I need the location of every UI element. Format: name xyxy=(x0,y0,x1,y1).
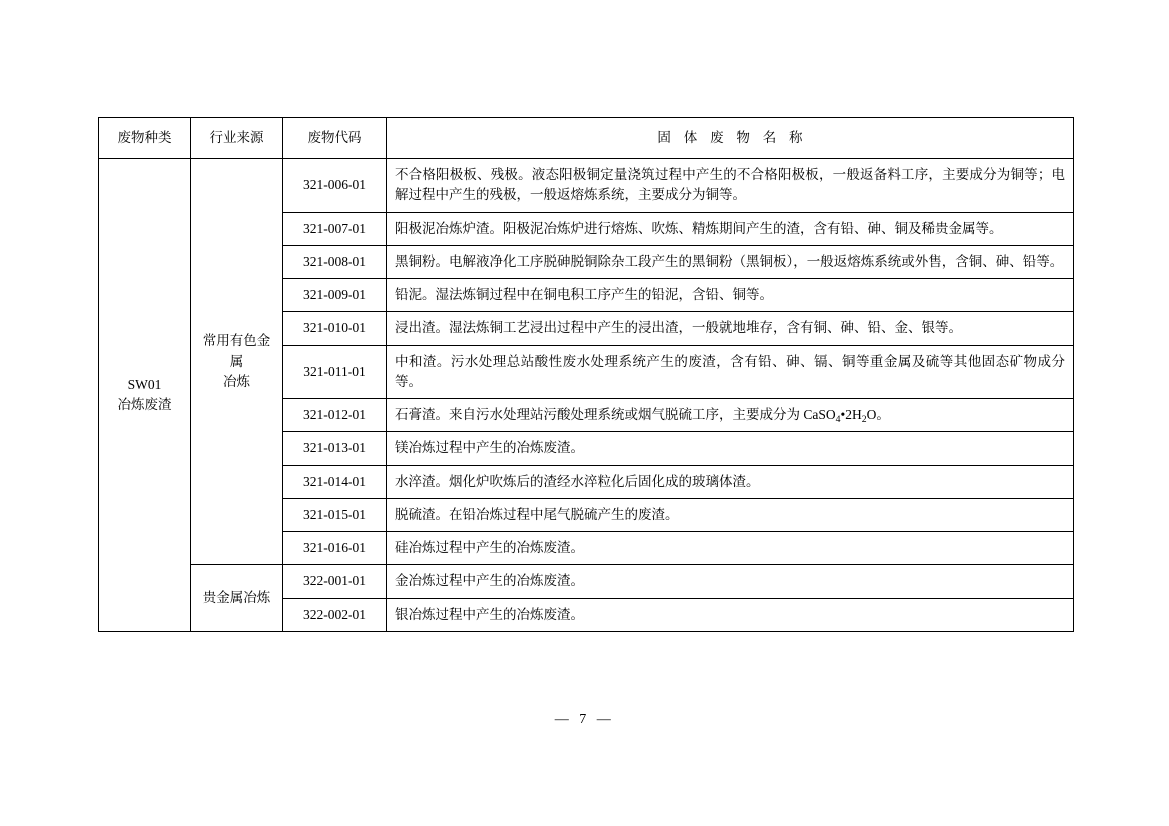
page-number: — 7 — xyxy=(554,712,615,727)
cell-waste-code: 321-009-01 xyxy=(283,279,387,312)
cell-waste-kind xyxy=(99,159,191,632)
cell-waste-code: 321-016-01 xyxy=(283,532,387,565)
table-row xyxy=(99,565,1074,598)
cell-waste-name: 水淬渣。烟化炉吹炼后的渣经水淬粒化后固化成的玻璃体渣。 xyxy=(387,465,1074,498)
cell-waste-code: 321-011-01 xyxy=(283,345,387,399)
cell-waste-code: 321-014-01 xyxy=(283,465,387,498)
cell-waste-code: 322-001-01 xyxy=(283,565,387,598)
table-body xyxy=(99,159,1074,632)
cell-waste-name: 铅泥。湿法炼铜过程中在铜电积工序产生的铅泥，含铅、铜等。 xyxy=(387,279,1074,312)
cell-waste-code: 321-008-01 xyxy=(283,245,387,278)
column-header-industry-source: 行业来源 xyxy=(191,118,283,159)
cell-waste-name: 阳极泥冶炼炉渣。阳极泥冶炼炉进行熔炼、吹炼、精炼期间产生的渣，含有铅、砷、铜及稀贵金属等。 xyxy=(387,212,1074,245)
cell-waste-name: 脱硫渣。在铅冶炼过程中尾气脱硫产生的废渣。 xyxy=(387,498,1074,531)
cell-industry-source xyxy=(191,159,283,565)
industry-source-line1: 常用有色金属 xyxy=(202,333,271,369)
cell-waste-code: 321-007-01 xyxy=(283,212,387,245)
table-header xyxy=(99,118,1074,159)
waste-kind-label: 冶炼废渣 xyxy=(117,396,172,412)
column-header-waste-kind: 废物种类 xyxy=(99,118,191,159)
solid-waste-catalog-table xyxy=(98,117,1074,632)
cell-waste-name: 镁冶炼过程中产生的冶炼废渣。 xyxy=(387,432,1074,465)
cell-waste-code: 321-012-01 xyxy=(283,399,387,432)
cell-waste-name: 硅冶炼过程中产生的冶炼废渣。 xyxy=(387,532,1074,565)
cell-waste-name: 银冶炼过程中产生的冶炼废渣。 xyxy=(387,598,1074,631)
cell-waste-name: 中和渣。污水处理总站酸性废水处理系统产生的废渣，含有铅、砷、镉、铜等重金属及硫等其他固态矿物成分等。 xyxy=(387,345,1074,399)
cell-waste-code: 322-002-01 xyxy=(283,598,387,631)
industry-source-line2: 冶炼 xyxy=(223,373,250,389)
cell-waste-code: 321-006-01 xyxy=(283,159,387,213)
cell-waste-name: 石膏渣。来自污水处理站污酸处理系统或烟气脱硫工序，主要成分为 $CaSO_4•2H_2O$。 xyxy=(387,399,1074,432)
cell-waste-name: 不合格阳极板、残极。液态阳极铜定量浇筑过程中产生的不合格阳极板，一般返备料工序，主要成分为铜等；电解过程中产生的残极，一般返熔炼系统，主要成分为铜等。 xyxy=(387,159,1074,213)
cell-waste-code: 321-013-01 xyxy=(283,432,387,465)
column-header-waste-code: 废物代码 xyxy=(283,118,387,159)
cell-industry-source: 贵金属冶炼 xyxy=(191,565,283,632)
cell-waste-name: 浸出渣。湿法炼铜工艺浸出过程中产生的浸出渣，一般就地堆存，含有铜、砷、铅、金、银等。 xyxy=(387,312,1074,345)
cell-waste-code: 321-015-01 xyxy=(283,498,387,531)
cell-waste-name: 金冶炼过程中产生的冶炼废渣。 xyxy=(387,565,1074,598)
waste-kind-code: SW01 xyxy=(127,376,162,392)
table-row xyxy=(99,159,1074,213)
table-header-row xyxy=(99,118,1074,159)
column-header-waste-name: 固 体 废 物 名 称 xyxy=(387,118,1074,159)
cell-waste-name: 黑铜粉。电解液净化工序脱砷脱铜除杂工段产生的黑铜粉（黑铜板），一般返熔炼系统或外售，含铜、砷、铅等。 xyxy=(387,245,1074,278)
cell-waste-code: 321-010-01 xyxy=(283,312,387,345)
